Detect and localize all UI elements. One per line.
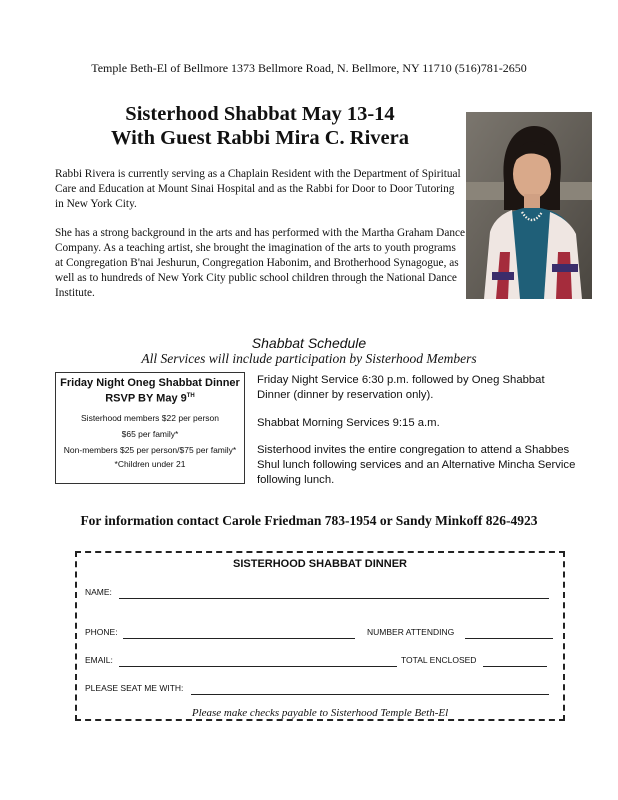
rsvp-deadline	[56, 390, 244, 406]
member-price: Sisterhood members $22 per person	[81, 412, 219, 423]
children-note: *Children under 21	[114, 458, 186, 469]
email-label: EMAIL:	[85, 655, 113, 665]
seat-with-field[interactable]	[191, 694, 549, 695]
email-field[interactable]	[119, 666, 397, 667]
schedule-item-saturday: Shabbat Morning Services 9:15 a.m.	[257, 417, 440, 429]
title-line-1: Sisterhood Shabbat May 13-14	[125, 103, 395, 125]
seat-with-label: PLEASE SEAT ME WITH:	[85, 683, 184, 693]
bio-paragraph-1: Rabbi Rivera is currently serving as a Chaplain Resident with the Department of Spiritual Care and Education at Mount Sinai Hospital and as the Rabbi for Door to Door Tutoring in New York City.	[55, 168, 461, 210]
number-attending-label: NUMBER ATTENDING	[367, 627, 455, 637]
non-member-price: Non-members $25 per person/$75 per family*	[63, 444, 237, 455]
dinner-reservation-form	[75, 551, 565, 721]
family-price: $65 per family*	[121, 428, 179, 439]
schedule-title: Shabbat Schedule	[251, 335, 367, 351]
page-title	[60, 102, 460, 150]
rabbi-portrait-photo	[466, 112, 592, 299]
name-field[interactable]	[119, 598, 549, 599]
rsvp-deadline-text: RSVP BY May 9	[105, 392, 187, 405]
schedule-item-friday: Friday Night Service 6:30 p.m. followed by Oneg Shabbat Dinner (dinner by reservation only).	[257, 374, 545, 401]
phone-label: PHONE:	[85, 627, 118, 637]
rsvp-deadline-suffix: TH	[186, 393, 195, 399]
phone-field[interactable]	[123, 638, 355, 639]
bio-paragraph-2: She has a strong background in the arts and has performed with the Martha Graham Dance Company. As a teaching artist, she brought the imagination of the arts to youth programs at Congregation B'nai Jeshurun, Congregation Habonim, and Brotherhood Synagogue, as well as to hundreds of New York City public school children through the National Dance Institute.	[55, 227, 466, 299]
number-attending-field[interactable]	[465, 638, 553, 639]
contact-info: For information contact Carole Friedman 783-1954 or Sandy Minkoff 826-4923	[80, 513, 538, 528]
schedule-item-lunch: Sisterhood invites the entire congregation to attend a Shabbes Shul lunch following services and an Alternative Mincha Service following lunch.	[257, 444, 576, 486]
schedule-subtitle: All Services will include participation by Sisterhood Members	[141, 351, 477, 366]
name-label: NAME:	[85, 587, 112, 597]
rsvp-info-box	[55, 372, 245, 484]
title-line-2: With Guest Rabbi Mira C. Rivera	[110, 127, 409, 149]
temple-address-line: Temple Beth-El of Bellmore 1373 Bellmore Road, N. Bellmore, NY 11710 (516)781-2650	[91, 61, 527, 75]
form-title: SISTERHOOD SHABBAT DINNER	[233, 558, 407, 570]
total-enclosed-label: TOTAL ENCLOSED	[401, 655, 477, 665]
rsvp-box-title: Friday Night Oneg Shabbat Dinner	[60, 377, 240, 389]
total-enclosed-field[interactable]	[483, 666, 547, 667]
checks-payable-note: Please make checks payable to Sisterhood Temple Beth-El	[191, 707, 449, 719]
